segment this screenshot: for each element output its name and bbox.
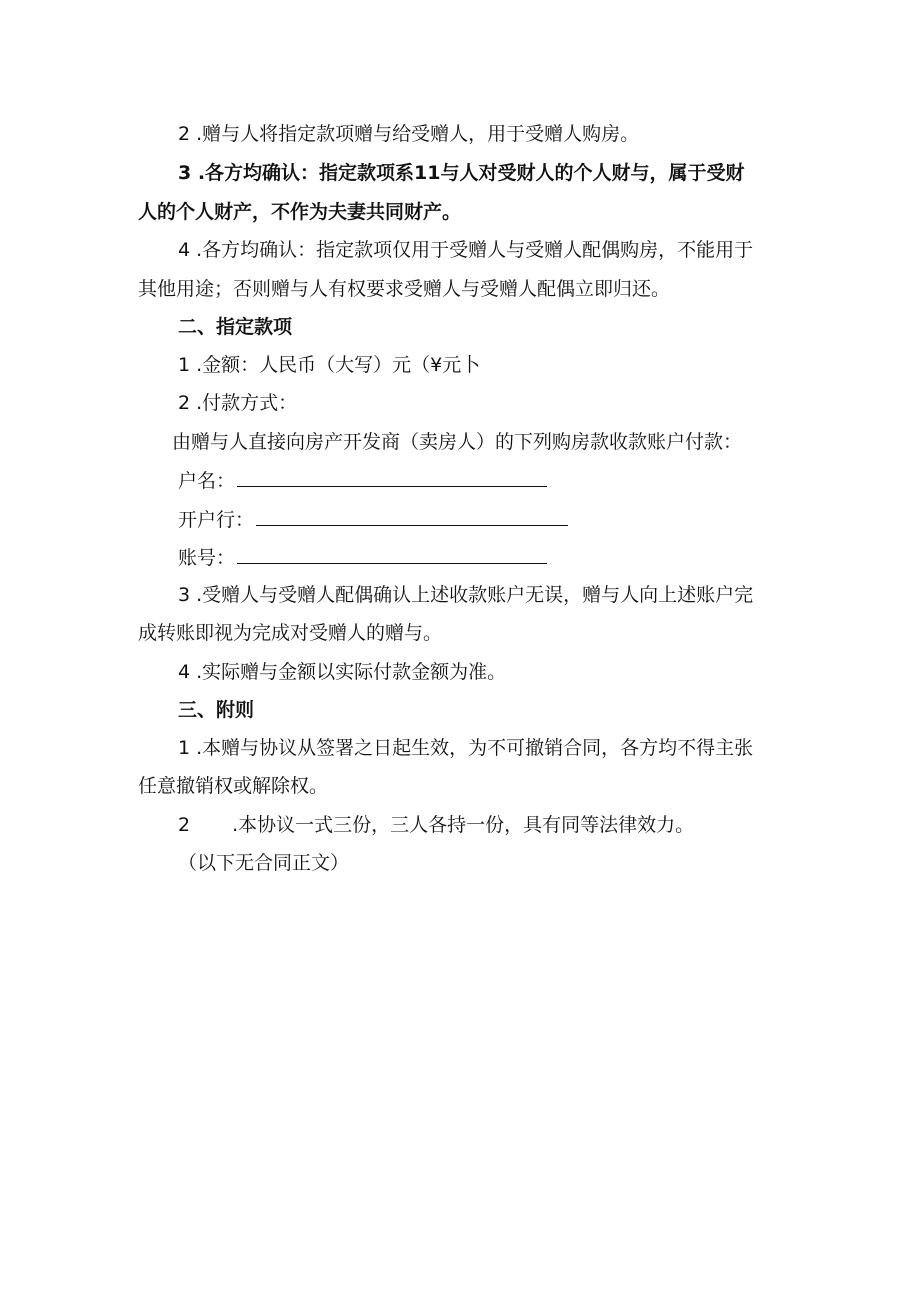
- account-number-row: [0, 545, 920, 570]
- section-2-heading: 二、指定款项: [178, 316, 293, 338]
- clause-1-2: 2 .赠与人将指定款项赠与给受赠人，用于受赠人购房。: [178, 123, 640, 145]
- account-name-label: 户名：: [178, 470, 236, 492]
- clause-1-4-cont: 其他用途；否则赠与人有权要求受赠人与受赠人配偶立即归还。: [138, 278, 671, 300]
- clause-3-2: [0, 813, 920, 837]
- end-of-contract-note: （以下无合同正文）: [178, 852, 350, 874]
- bank-row: [0, 507, 920, 532]
- clause-1-3-cont: 人的个人财产，不作为夫妻共同财产。: [138, 201, 462, 223]
- section-3-heading: 三、附则: [178, 699, 255, 721]
- clause-2-3: 3 .受赠人与受赠人配偶确认上述收款账户无误，赠与人向上述账户完: [178, 584, 754, 606]
- clause-3-1: 1 .本赠与协议从签署之日起生效，为不可撤销合同，各方均不得主张: [178, 737, 754, 759]
- clause-3-2-text: .本协议一式三份，三人各持一份，具有同等法律效力。: [232, 814, 695, 836]
- clause-2-4: 4 .实际赠与金额以实际付款金额为准。: [178, 661, 507, 683]
- account-number-label: 账号：: [178, 547, 236, 569]
- clause-2-1: 1 .金额：人民币（大写）元（¥元卜: [178, 354, 481, 376]
- clause-2-3-cont: 成转账即视为完成对受赠人的赠与。: [138, 622, 443, 644]
- payment-instruction: 由赠与人直接向房产开发商（卖房人）的下列购房款收款账户付款：: [172, 431, 743, 453]
- clause-1-4: 4 .各方均确认：指定款项仅用于受赠人与受赠人配偶购房，不能用于: [178, 239, 754, 261]
- bank-label: 开户行：: [178, 509, 255, 531]
- clause-1-3: 3 .各方均确认：指定款项系11与人对受财人的个人财与，属于受财: [178, 162, 745, 184]
- account-name-blank: [237, 468, 547, 487]
- account-name-row: [0, 468, 920, 493]
- bank-blank: [256, 507, 568, 526]
- clause-3-2-number: 2: [178, 814, 191, 836]
- clause-2-2: 2 .付款方式：: [178, 392, 298, 414]
- account-number-blank: [237, 545, 547, 564]
- clause-3-1-cont: 任意撤销权或解除权。: [138, 775, 329, 797]
